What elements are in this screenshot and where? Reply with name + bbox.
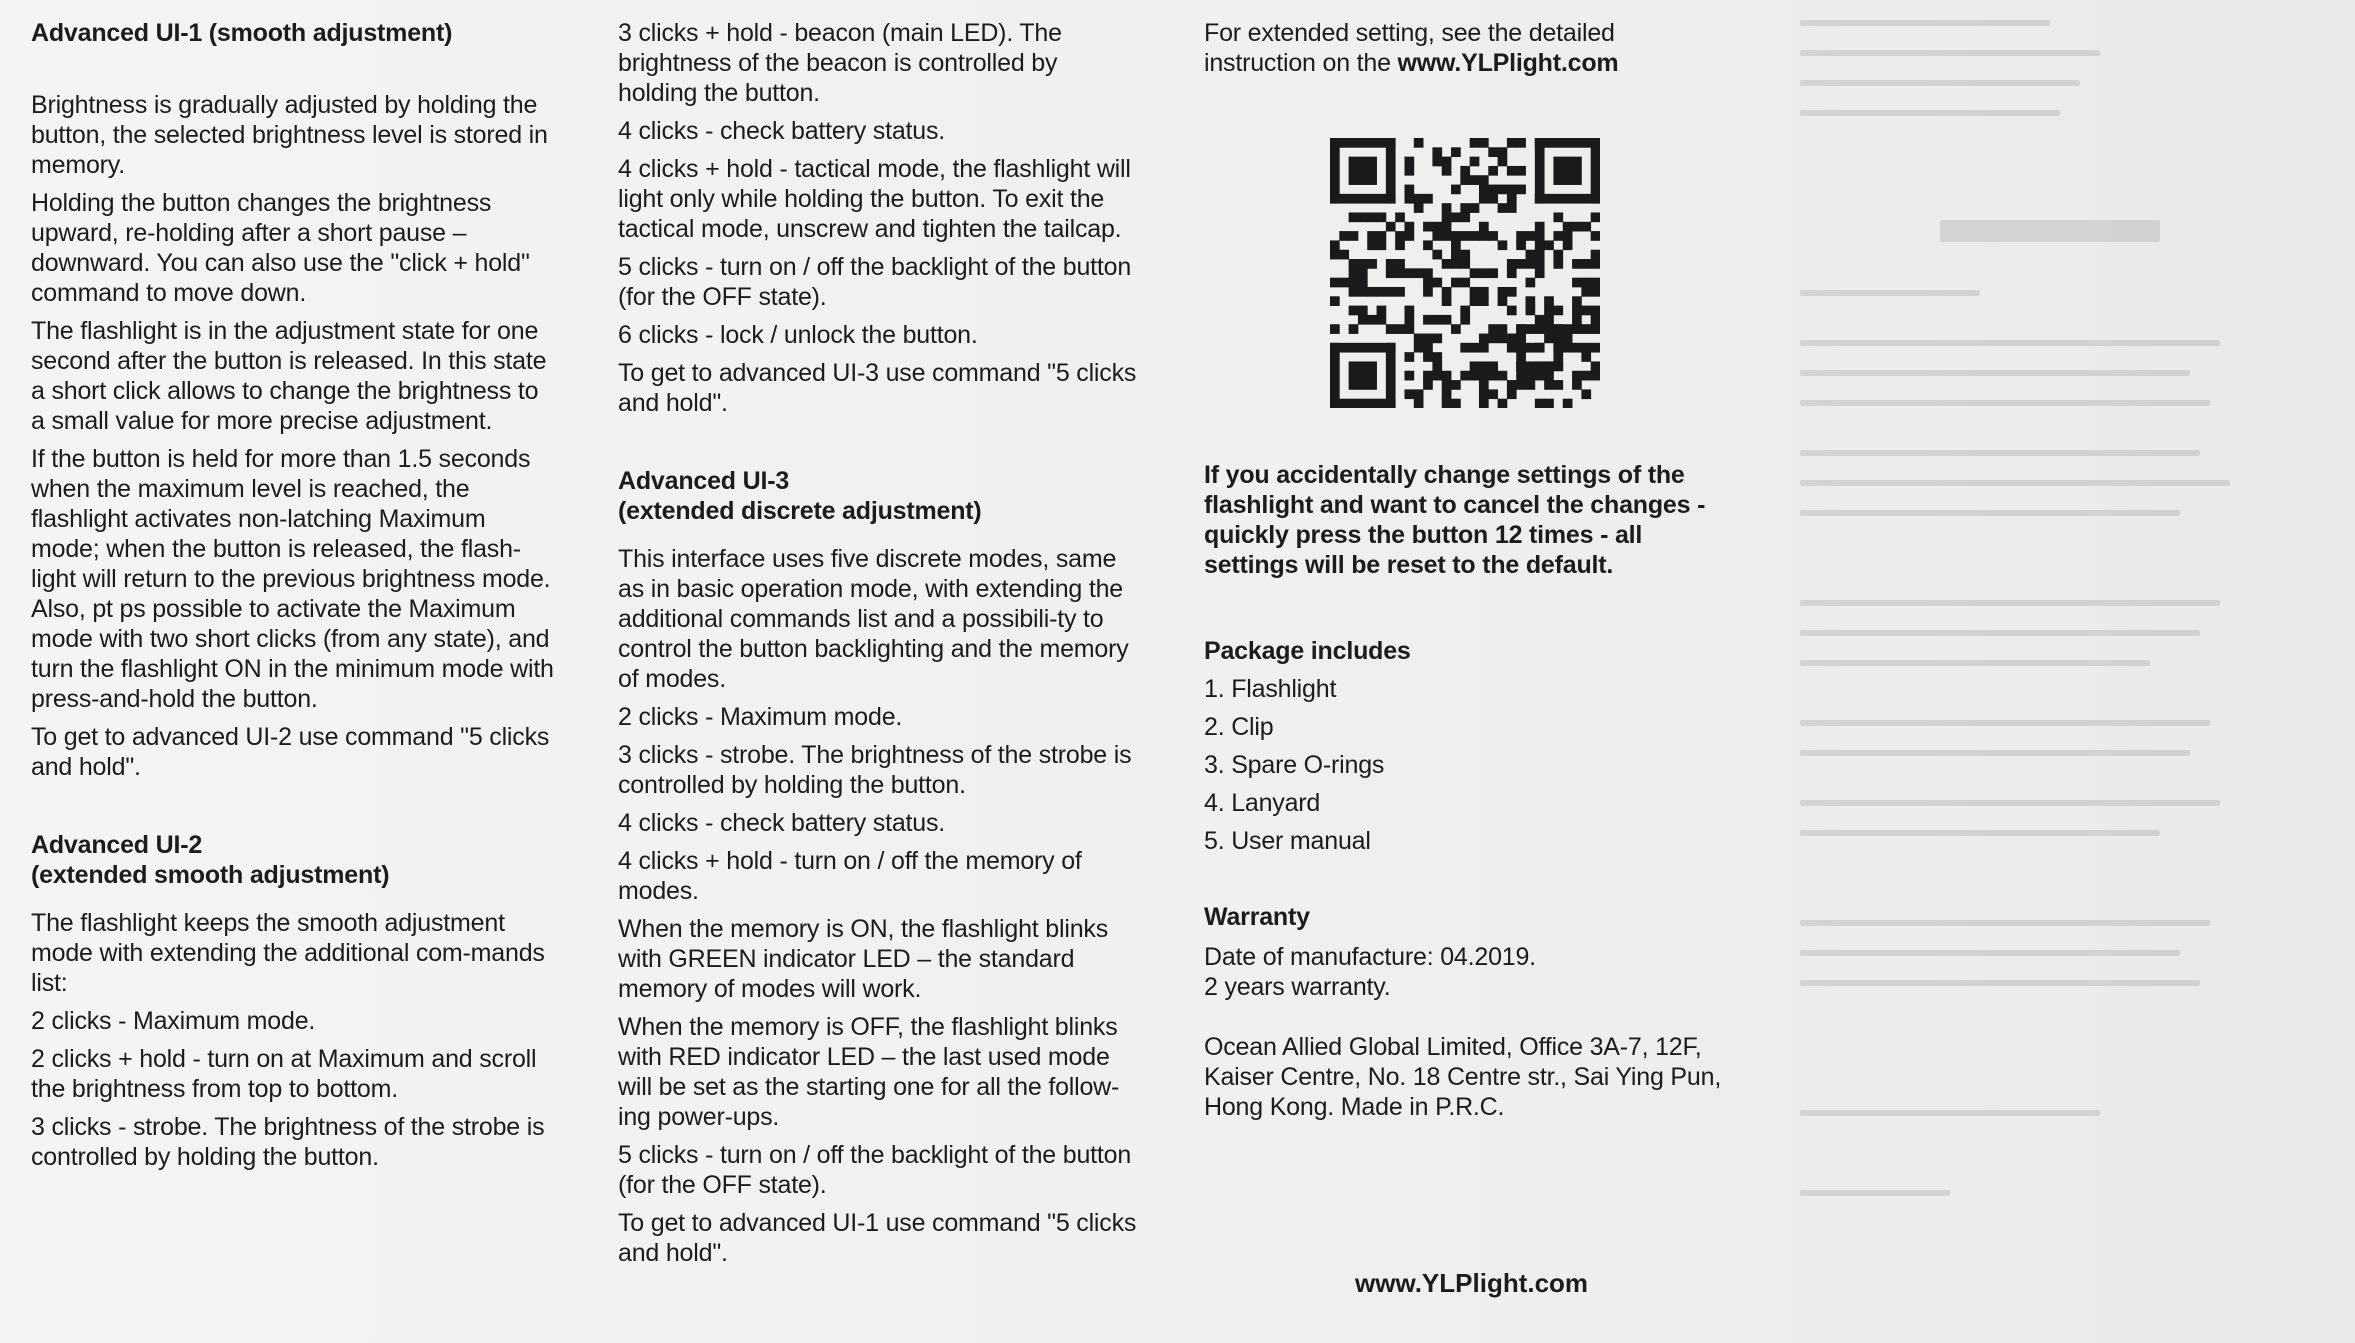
ui2-paragraph: 4 clicks - check battery status. (618, 117, 946, 145)
ui2-subtitle: (extended smooth adjustment) (31, 861, 390, 889)
ui2-paragraph: 4 clicks + hold - tactical mode, the flashlight will light only while holding the button. To exit the tactical mode, unscrew and tighten the tailcap. (618, 155, 1131, 243)
package-title: Package includes (1204, 637, 1411, 665)
package-item: 1. Flashlight (1204, 675, 1337, 703)
ui1-paragraph: Holding the button changes the brightness upward, re-holding after a short pause – downward. You can also use the "click + hold" command to move down. (31, 189, 530, 307)
warranty-years: 2 years warranty. (1204, 973, 1391, 1001)
warranty-date: Date of manufacture: 04.2019. (1204, 943, 1536, 971)
qr-code-icon (1330, 138, 1600, 408)
ui2-paragraph: 2 clicks - Maximum mode. (31, 1007, 316, 1035)
ui3-paragraph: When the memory is ON, the flashlight blinks with GREEN indicator LED – the standard memory of modes will work. (618, 915, 1109, 1003)
manufacturer-address: Ocean Allied Global Limited, Office 3A-7, 12F, Kaiser Centre, No. 18 Centre str., Sai Ying Pun, Hong Kong. Made in P.R.C. (1204, 1033, 1722, 1121)
ui1-title: Advanced UI-1 (smooth adjustment) (31, 19, 453, 47)
ui1-paragraph: Brightness is gradually adjusted by holding the button, the selected brightness level is stored in memory. (31, 91, 548, 179)
package-item: 2. Clip (1204, 713, 1274, 741)
ui3-paragraph: When the memory is OFF, the flashlight blinks with RED indicator LED – the last used mode will be set as the starting one for all the follow-ing power-ups. (618, 1013, 1120, 1131)
column-ui2-ui3 (618, 18, 1138, 1276)
ui2-paragraph: 2 clicks + hold - turn on at Maximum and scroll the brightness from top to bottom. (31, 1045, 537, 1103)
package-item: 4. Lanyard (1204, 789, 1321, 817)
ui1-paragraph: To get to advanced UI-2 use command "5 clicks and hold". (31, 723, 550, 781)
ui3-paragraph: 4 clicks + hold - turn on / off the memory of modes. (618, 847, 1082, 905)
website-link[interactable]: www.YLPlight.com (1397, 49, 1619, 77)
ui2-paragraph: To get to advanced UI-3 use command "5 clicks and hold". (618, 359, 1137, 417)
package-item: 5. User manual (1204, 827, 1371, 855)
ui2-paragraph: 6 clicks - lock / unlock the button. (618, 321, 978, 349)
column-info (1204, 18, 1724, 1122)
ui3-paragraph: 4 clicks - check battery status. (618, 809, 946, 837)
package-list (1204, 674, 1724, 856)
reset-instructions: If you accidentally change settings of the flashlight and want to cancel the changes - quickly press the button 12 times - all settings will be reset to the default. (1204, 461, 1706, 579)
ui2-paragraph: 5 clicks - turn on / off the backlight of the button (for the OFF state). (618, 253, 1132, 311)
package-item: 3. Spare O-rings (1204, 751, 1385, 779)
ui3-paragraph: This interface uses five discrete modes, same as in basic operation mode, with extending the additional commands list and a possibili-ty to control the button backlighting and the memory of modes. (618, 545, 1129, 693)
ui3-paragraph: To get to advanced UI-1 use command "5 clicks and hold". (618, 1209, 1137, 1267)
ui3-paragraph: 2 clicks - Maximum mode. (618, 703, 903, 731)
column-ui1-ui2 (31, 18, 556, 1180)
ui2-paragraph: The flashlight keeps the smooth adjustment mode with extending the additional com-mands list: (31, 909, 545, 997)
ui3-paragraph: 3 clicks - strobe. The brightness of the strobe is controlled by holding the button. (618, 741, 1132, 799)
ui3-title: Advanced UI-3 (618, 467, 790, 495)
ui2-paragraph: 3 clicks - strobe. The brightness of the strobe is controlled by holding the button. (31, 1113, 545, 1171)
ui3-subtitle: (extended discrete adjustment) (618, 497, 982, 525)
ui1-paragraph: The flashlight is in the adjustment state for one second after the button is released. In this state a short click allows to change the brightness to a small value for more precise adjustment. (31, 317, 547, 435)
warranty-title: Warranty (1204, 903, 1310, 931)
extended-setting-text: For extended setting, see the detailed instruction on the (1204, 19, 1615, 77)
ui2-title: Advanced UI-2 (31, 831, 203, 859)
footer-website-link[interactable]: www.YLPlight.com (1355, 1268, 1589, 1298)
ui3-paragraph: 5 clicks - turn on / off the backlight of the button (for the OFF state). (618, 1141, 1132, 1199)
ui1-paragraph: If the button is held for more than 1.5 seconds when the maximum level is reached, the flashlight activates non-latching Maximum mode; when the button is released, the flash-light will return to the previous brightness mode. Also, pt ps possible to activate the Maximum mode with two short clicks (from any state), and turn the flashlight ON in the minimum mode with press-and-hold the button. (31, 445, 554, 713)
reverse-side-bleed (1800, 0, 2355, 1343)
ui2-paragraph: 3 clicks + hold - beacon (main LED). The brightness of the beacon is controlled by holding the button. (618, 19, 1062, 107)
